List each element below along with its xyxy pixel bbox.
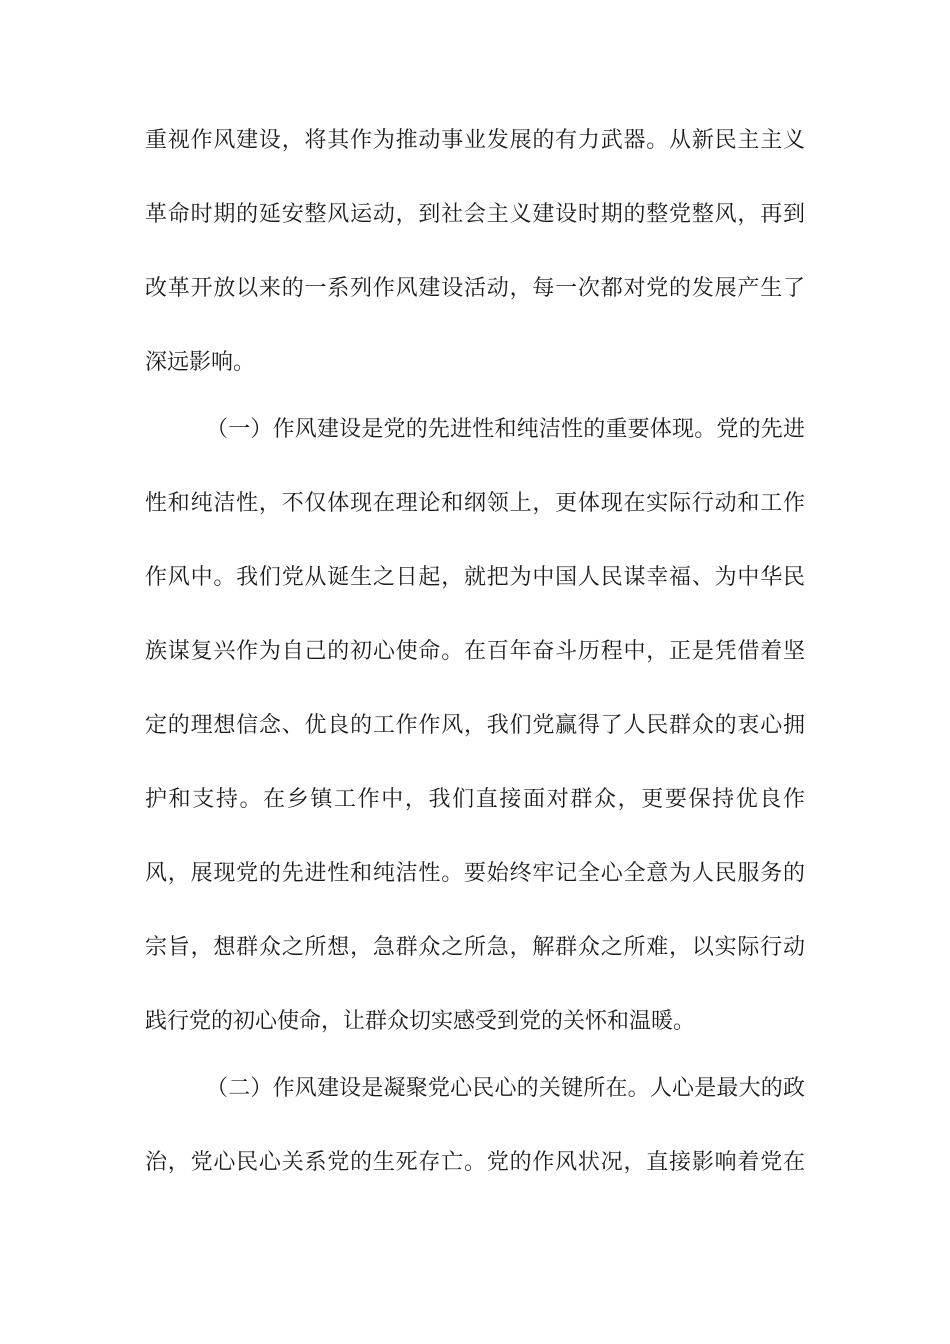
text-line: 护和支持。在乡镇工作中，我们直接面对群众，更要保持优良作 <box>145 787 805 812</box>
text-line: 治，党心民心关系党的生死存亡。党的作风状况，直接影响着党在 <box>145 1150 805 1175</box>
text-line: 作风中。我们党从诞生之日起，就把为中国人民谋幸福、为中华民 <box>145 565 805 590</box>
text-line: 族谋复兴作为自己的初心使命。在百年奋斗历程中，正是凭借着坚 <box>145 639 805 664</box>
text-line: 性和纯洁性，不仅体现在理论和纲领上，更体现在实际行动和工作 <box>145 491 805 516</box>
section-heading-line: （一）作风建设是党的先进性和纯洁性的重要体现。党的先进 <box>206 417 805 442</box>
text-line: 重视作风建设，将其作为推动事业发展的有力武器。从新民主主义 <box>145 128 805 153</box>
text-line: 践行党的初心使命，让群众切实感受到党的关怀和温暖。 <box>145 1009 696 1034</box>
text-line: 深远影响。 <box>145 350 256 375</box>
text-line: 改革开放以来的一系列作风建设活动，每一次都对党的发展产生了 <box>145 276 805 301</box>
text-line: 风，展现党的先进性和纯洁性。要始终牢记全心全意为人民服务的 <box>145 861 805 886</box>
section-heading-line: （二）作风建设是凝聚党心民心的关键所在。人心是最大的政 <box>206 1076 805 1101</box>
text-line: 定的理想信念、优良的工作作风，我们党赢得了人民群众的衷心拥 <box>145 713 805 738</box>
text-line: 宗旨，想群众之所想，急群众之所急，解群众之所难，以实际行动 <box>145 935 805 960</box>
text-line: 革命时期的延安整风运动，到社会主义建设时期的整党整风，再到 <box>145 202 805 227</box>
